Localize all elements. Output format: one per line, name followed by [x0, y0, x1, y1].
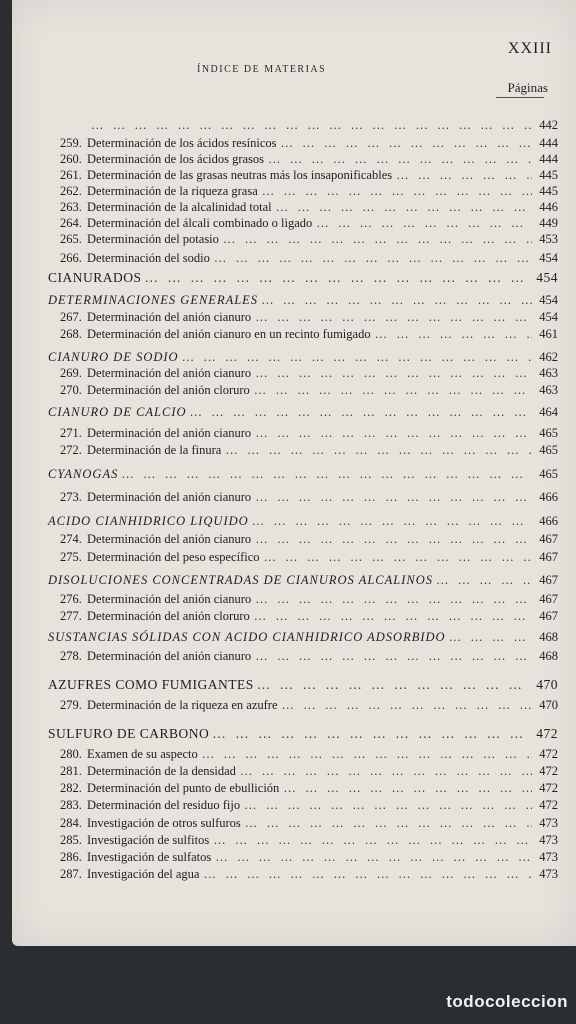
dot-leader [268, 152, 532, 167]
dot-leader [212, 726, 532, 742]
dot-leader [223, 232, 532, 247]
entry-title: Determinación del álcali combinado o ligado [87, 216, 313, 230]
entry-title: DISOLUCIONES CONCENTRADAS DE CIANUROS ALCALINOS [48, 573, 433, 587]
entry-title: Determinación del anión cianuro en un recinto fumigado [87, 327, 371, 341]
entry-page-number: 470 [536, 677, 558, 692]
entry-title: Determinación de la alcalinidad total [87, 200, 272, 214]
entry-title: Determinación de la riqueza en azufre [87, 698, 278, 712]
entry-number: 281. [60, 764, 82, 778]
entry-page-number: 467 [539, 592, 558, 606]
dot-leader [316, 216, 532, 231]
entry-number: 282. [60, 781, 82, 795]
entry-title: Determinación del anión cianuro [87, 310, 252, 324]
dot-leader [190, 405, 532, 420]
entry-page-number: 472 [539, 781, 558, 795]
entry-title: CYANOGAS [48, 467, 119, 481]
entry-number: 265. [60, 232, 82, 246]
entry-title: Determinación del anión cloruro [87, 383, 250, 397]
dot-leader [264, 550, 533, 565]
toc-entry [60, 117, 558, 133]
toc-entry [60, 167, 558, 183]
entry-title: Determinación de los ácidos resínicos [87, 136, 277, 150]
dot-leader [213, 833, 532, 848]
entry-page-number: 462 [539, 350, 558, 364]
entry-page-number: 446 [539, 200, 558, 214]
toc-entry [60, 591, 558, 607]
entry-page-number: 445 [539, 168, 558, 182]
entry-title: SULFURO DE CARBONO [48, 726, 210, 741]
entry-title: Determinación del peso específico [87, 550, 260, 564]
toc-entry [60, 648, 558, 664]
book-page [12, 0, 576, 946]
toc-entry [60, 425, 558, 441]
entry-title: Determinación de la riqueza grasa [87, 184, 258, 198]
toc-entry [60, 549, 558, 565]
entry-number: 277. [60, 609, 82, 623]
entry-title: Determinación del potasio [87, 232, 219, 246]
dot-leader [245, 816, 532, 831]
entry-page-number: 470 [539, 698, 558, 712]
entry-page-number: 467 [539, 609, 558, 623]
toc-entry [60, 849, 558, 865]
toc-entry [60, 215, 558, 231]
toc-entry [60, 531, 558, 547]
dot-leader [252, 514, 532, 529]
entry-page-number: 466 [539, 490, 558, 504]
entry-number: 266. [60, 251, 82, 265]
entry-page-number: 467 [539, 550, 558, 564]
dot-leader [255, 426, 532, 441]
entry-page-number: 473 [539, 833, 558, 847]
dot-leader [276, 200, 532, 215]
toc-entry [60, 442, 558, 458]
dot-leader [244, 798, 532, 813]
entry-page-number: 473 [539, 850, 558, 864]
toc-entry [60, 199, 558, 215]
entry-number: 283. [60, 798, 82, 812]
dot-leader [215, 850, 532, 865]
entry-page-number: 454 [536, 270, 558, 285]
entry-page-number: 468 [539, 649, 558, 663]
entry-number: 262. [60, 184, 82, 198]
entry-number: 268. [60, 327, 82, 341]
dot-leader [396, 168, 532, 183]
dot-leader [375, 327, 532, 342]
dot-leader [254, 609, 532, 624]
dot-leader [255, 310, 532, 325]
entry-number: 271. [60, 426, 82, 440]
entry-title: Investigación de sulfitos [87, 833, 210, 847]
entry-title: DETERMINACIONES GENERALES [48, 293, 259, 307]
entry-page-number: 454 [539, 293, 558, 307]
entry-title: ACIDO CIANHIDRICO LIQUIDO [48, 514, 249, 528]
dot-leader [225, 443, 532, 458]
dot-leader [449, 630, 532, 645]
dot-leader [255, 490, 532, 505]
entry-page-number: 472 [539, 798, 558, 812]
toc-section-heading [48, 677, 558, 693]
watermark-text: todocoleccion [446, 992, 568, 1011]
dot-leader [436, 573, 532, 588]
entry-number: 267. [60, 310, 82, 324]
toc-entry [60, 815, 558, 831]
toc-section-heading [48, 466, 558, 482]
entry-page-number: 445 [539, 184, 558, 198]
entry-title: CIANURO DE SODIO [48, 350, 179, 364]
dot-leader [255, 592, 532, 607]
entry-title: Determinación de la finura [87, 443, 222, 457]
dot-leader [240, 764, 532, 779]
toc-section-heading [48, 726, 558, 742]
dot-leader [182, 350, 532, 365]
entry-page-number: 473 [539, 816, 558, 830]
entry-title: Determinación de las grasas neutras más los insaponificables [87, 168, 393, 182]
entry-page-number: 449 [539, 216, 558, 230]
toc-section-heading [48, 404, 558, 420]
toc-entry [60, 309, 558, 325]
dot-leader [255, 649, 532, 664]
toc-entry [60, 183, 558, 199]
toc-entry [60, 382, 558, 398]
dot-leader [281, 136, 532, 151]
toc-entry [60, 365, 558, 381]
toc-entry [60, 797, 558, 813]
entry-number: 273. [60, 490, 82, 504]
entry-page-number: 453 [539, 232, 558, 246]
entry-page-number: 466 [539, 514, 558, 528]
entry-number: 284. [60, 816, 82, 830]
dot-leader [145, 270, 532, 286]
entry-page-number: 472 [539, 747, 558, 761]
toc-entry [60, 250, 558, 266]
dot-leader [255, 366, 532, 381]
entry-page-number: 465 [539, 443, 558, 457]
dot-leader [121, 467, 532, 482]
toc-entry [60, 608, 558, 624]
entry-page-number: 463 [539, 366, 558, 380]
watermark-logo [446, 992, 568, 1012]
entry-page-number: 465 [539, 467, 558, 481]
entry-number: 272. [60, 443, 82, 457]
toc-section-heading [48, 513, 558, 529]
toc-entry [60, 866, 558, 882]
toc-entry [60, 326, 558, 342]
entry-title: AZUFRES COMO FUMIGANTES [48, 677, 254, 692]
entry-page-number: 467 [539, 573, 558, 587]
toc-entry [60, 780, 558, 796]
toc-section-heading [48, 292, 558, 308]
entry-number: 274. [60, 532, 82, 546]
entry-page-number: 468 [539, 630, 558, 644]
entry-title: Investigación de sulfatos [87, 850, 212, 864]
entry-number: 279. [60, 698, 82, 712]
entry-title: Determinación de los ácidos grasos [87, 152, 265, 166]
dot-leader [255, 532, 532, 547]
entry-number: 264. [60, 216, 82, 230]
entry-number: 276. [60, 592, 82, 606]
toc-entry [60, 832, 558, 848]
running-head: ÍNDICE DE MATERIAS [197, 64, 327, 75]
pages-column-header: Páginas [507, 80, 548, 95]
table-of-contents [12, 0, 576, 946]
entry-title: CIANURO DE CALCIO [48, 405, 187, 419]
entry-number: 259. [60, 136, 82, 150]
entry-title: Determinación del punto de ebullición [87, 781, 280, 795]
entry-title: Determinación del anión cianuro [87, 592, 252, 606]
entry-number: 280. [60, 747, 82, 761]
entry-number: 278. [60, 649, 82, 663]
dot-leader [257, 677, 532, 693]
entry-title: Examen de su aspecto [87, 747, 198, 761]
entry-title: Investigación del agua [87, 867, 200, 881]
entry-number: 263. [60, 200, 82, 214]
dot-leader [261, 293, 532, 308]
entry-title: Determinación del anión cloruro [87, 609, 250, 623]
toc-entry [60, 697, 558, 713]
toc-section-heading [48, 572, 558, 588]
dot-leader [91, 118, 532, 133]
dot-leader [283, 781, 532, 796]
entry-page-number: 472 [539, 764, 558, 778]
entry-number: 260. [60, 152, 82, 166]
entry-title: CIANURADOS [48, 270, 142, 285]
entry-title: Determinación del sodio [87, 251, 210, 265]
dot-leader [202, 747, 532, 762]
entry-title: Determinación del anión cianuro [87, 649, 252, 663]
toc-entry [60, 489, 558, 505]
dot-leader [262, 184, 532, 199]
entry-page-number: 472 [536, 726, 558, 741]
entry-page-number: 444 [539, 136, 558, 150]
entry-page-number: 463 [539, 383, 558, 397]
entry-page-number: 442 [539, 118, 558, 132]
toc-entry [60, 763, 558, 779]
entry-title: Determinación del residuo fijo [87, 798, 241, 812]
entry-page-number: 461 [539, 327, 558, 341]
toc-section-heading [48, 349, 558, 365]
toc-entry [60, 231, 558, 247]
page-number: XXIII [507, 40, 552, 57]
entry-title: SUSTANCIAS SÓLIDAS CON ACIDO CIANHIDRICO ADSORBIDO [48, 630, 446, 644]
entry-page-number: 454 [539, 251, 558, 265]
entry-title: Determinación del anión cianuro [87, 426, 252, 440]
entry-page-number: 473 [539, 867, 558, 881]
dot-leader [282, 698, 532, 713]
toc-entry [60, 151, 558, 167]
dot-leader [254, 383, 532, 398]
toc-entry [60, 746, 558, 762]
dot-leader [203, 867, 532, 882]
toc-section-heading [48, 270, 558, 286]
entry-title: Determinación del anión cianuro [87, 532, 252, 546]
entry-page-number: 467 [539, 532, 558, 546]
dot-leader [214, 251, 532, 266]
entry-number: 286. [60, 850, 82, 864]
toc-entry [60, 135, 558, 151]
entry-page-number: 444 [539, 152, 558, 166]
entry-page-number: 454 [539, 310, 558, 324]
entry-title: Determinación del anión cianuro [87, 490, 252, 504]
entry-number: 275. [60, 550, 82, 564]
entry-page-number: 464 [539, 405, 558, 419]
entry-number: 270. [60, 383, 82, 397]
entry-page-number: 465 [539, 426, 558, 440]
entry-number: 261. [60, 168, 82, 182]
entry-number: 285. [60, 833, 82, 847]
entry-title: Investigación de otros sulfuros [87, 816, 241, 830]
entry-number: 287. [60, 867, 82, 881]
toc-section-heading [48, 629, 558, 645]
entry-title: Determinación de la densidad [87, 764, 236, 778]
entry-number: 269. [60, 366, 82, 380]
entry-title: Determinación del anión cianuro [87, 366, 252, 380]
